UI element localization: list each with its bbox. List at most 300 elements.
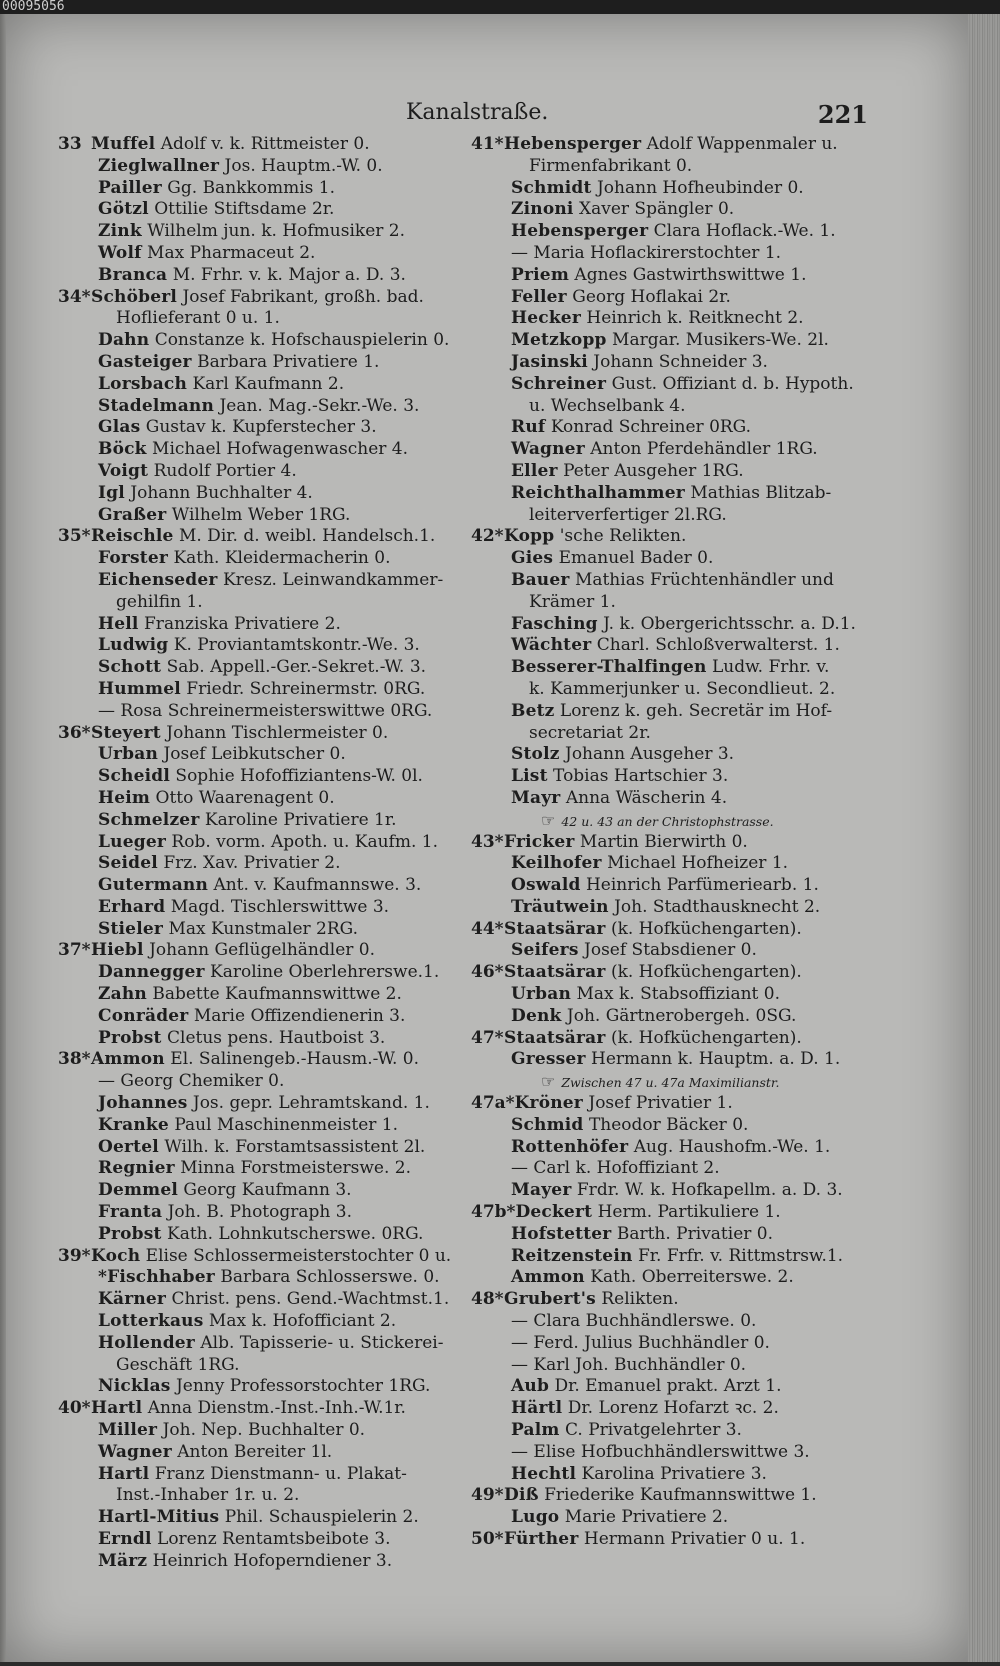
directory-entry	[471, 1115, 871, 1137]
resident-name: Demmel	[98, 1180, 179, 1201]
house-number: 33	[58, 134, 82, 154]
resident-details: Marie Offizendienerin 3.	[193, 1005, 406, 1026]
resident-name: Stolz	[511, 744, 560, 765]
resident-name: Wagner	[98, 1441, 172, 1462]
directory-entry	[58, 635, 466, 657]
resident-details: Magd. Tischlerswittwe 3.	[170, 896, 390, 917]
resident-details: Wilhelm jun. k. Hofmusiker 2.	[147, 221, 406, 242]
resident-details: Max k. Hofofficiant 2.	[208, 1311, 397, 1332]
directory-entry	[471, 221, 871, 243]
resident-details: Kath. Lohnkutscherswe. 0RG.	[167, 1223, 424, 1244]
directory-entry	[471, 984, 871, 1006]
resident-name: Oswald	[511, 875, 581, 896]
directory-entry	[58, 723, 466, 745]
entry-continuation: k. Kammerjunker u. Secondlieut. 2.	[529, 678, 836, 699]
resident-name: Miller	[98, 1420, 158, 1441]
directory-entry	[58, 483, 466, 505]
resident-name: Böck	[98, 439, 147, 460]
resident-name: Hartl	[91, 1398, 143, 1419]
resident-name: Wächter	[511, 635, 592, 656]
directory-entry	[471, 1006, 871, 1028]
directory-entry	[471, 1093, 871, 1115]
resident-details: Michael Hofheizer 1.	[607, 853, 789, 874]
resident-name: Besserer-Thalfingen	[511, 657, 707, 678]
directory-entry	[58, 199, 466, 221]
resident-name: Gasteiger	[98, 351, 192, 372]
resident-details: Max Kunstmaler 2RG.	[168, 918, 359, 939]
directory-entry	[58, 679, 466, 701]
resident-details: El. Salinengeb.-Hausm.-W. 0.	[170, 1049, 420, 1070]
resident-details: Johann Geflügelhändler 0.	[149, 940, 375, 961]
resident-name: Lotterkaus	[98, 1311, 204, 1332]
resident-name: Seidel	[98, 853, 158, 874]
house-number: 39*	[58, 1245, 91, 1266]
resident-details: Friedr. Schreinermstr. 0RG.	[186, 678, 426, 699]
entry-continuation: Hoflieferant 0 u. 1.	[116, 308, 280, 329]
resident-details: Barbara Schlosserswe. 0.	[220, 1267, 440, 1288]
directory-entry	[471, 287, 871, 309]
entry-continuation: Inst.-Inhaber 1r. u. 2.	[116, 1485, 300, 1506]
directory-entry	[58, 1464, 466, 1486]
resident-details: Joh. Stadthausknecht 2.	[614, 896, 821, 917]
resident-name: Probst	[98, 1223, 162, 1244]
directory-entry	[471, 853, 871, 875]
resident-name: Priem	[511, 264, 570, 285]
resident-details: Sab. Appell.-Ger.-Sekret.-W. 3.	[166, 657, 427, 678]
house-number: 40*	[58, 1398, 91, 1419]
entry-continuation: leiterverfertiger 2l.RG.	[529, 504, 727, 525]
resident-details: (k. Hofküchengarten).	[610, 962, 802, 983]
resident-details: (k. Hofküchengarten).	[610, 918, 802, 939]
directory-entry	[58, 134, 466, 156]
resident-details: C. Privatgelehrter 3.	[565, 1420, 742, 1441]
resident-name: Seifers	[511, 940, 579, 961]
resident-details: Sophie Hofoffiziantens-W. 0l.	[175, 766, 423, 787]
directory-entry	[471, 875, 871, 897]
directory-entry	[471, 134, 871, 156]
directory-entry	[471, 1376, 871, 1398]
resident-name: Wolf	[98, 242, 142, 263]
resident-name: Dahn	[98, 330, 150, 351]
directory-entry	[471, 1398, 871, 1420]
house-number: 49*	[471, 1485, 504, 1506]
directory-entry	[58, 940, 466, 962]
resident-details: Martin Bierwirth 0.	[579, 831, 748, 852]
resident-name: Rottenhöfer	[511, 1136, 629, 1157]
resident-details: Alb. Tapisserie- u. Stickerei-	[200, 1332, 444, 1353]
resident-details: Barth. Privatier 0.	[616, 1223, 774, 1244]
house-number: 34*	[58, 286, 91, 307]
resident-name: Götzl	[98, 199, 149, 220]
scan-id: 00095056	[2, 0, 65, 14]
resident-details: Barbara Privatiere 1.	[197, 351, 380, 372]
directory-entry	[58, 1137, 466, 1159]
related-resident: — Karl Joh. Buchhändler 0.	[511, 1354, 747, 1375]
directory-entry	[58, 1202, 466, 1224]
resident-name: Kärner	[98, 1289, 167, 1310]
entry-continuation: gehilfin 1.	[116, 591, 203, 612]
resident-details: J. k. Obergerichtsschr. a. D.1.	[603, 613, 856, 634]
resident-details: Josef Leibkutscher 0.	[163, 744, 346, 765]
directory-entry	[471, 940, 871, 962]
resident-details: Gust. Offiziant d. b. Hypoth.	[611, 373, 854, 394]
resident-details: Ottilie Stiftsdame 2r.	[154, 199, 335, 220]
entry-continuation: u. Wechselbank 4.	[529, 395, 686, 416]
directory-entry	[58, 1093, 466, 1115]
resident-name: Ludwig	[98, 635, 169, 656]
resident-name: Hartl	[98, 1463, 150, 1484]
related-resident: — Ferd. Julius Buchhändler 0.	[511, 1332, 770, 1353]
resident-details: Dr. Lorenz Hofarzt ꝛc. 2.	[567, 1398, 779, 1419]
resident-name: Erndl	[98, 1529, 152, 1549]
directory-entry	[58, 1529, 466, 1551]
resident-details: Kresz. Leinwandkammer-	[222, 569, 444, 590]
directory-entry	[471, 1224, 871, 1246]
directory-entry	[58, 1551, 466, 1573]
directory-entry	[471, 1246, 871, 1268]
directory-entry	[58, 1246, 466, 1268]
resident-name: Keilhofer	[511, 853, 602, 874]
directory-entry	[471, 744, 871, 766]
resident-details: Adolf Wappenmaler u.	[646, 134, 838, 154]
resident-details: K. Proviantamtskontr.-We. 3.	[173, 635, 420, 656]
house-number: 35*	[58, 526, 91, 547]
resident-name: Kopp	[504, 526, 555, 547]
house-number: 47a*	[471, 1093, 515, 1114]
resident-details: Joh. B. Photograph 3.	[167, 1202, 352, 1223]
street-crossing-text: 42 u. 43 an der Christophstrasse.	[561, 813, 774, 829]
resident-name: Branca	[98, 264, 168, 285]
resident-name: Palm	[511, 1420, 560, 1441]
related-resident: — Carl k. Hofoffiziant 2.	[511, 1158, 720, 1179]
resident-details: Anton Pferdehändler 1RG.	[590, 439, 818, 460]
resident-details: Agnes Gastwirthswittwe 1.	[574, 264, 807, 285]
directory-entry	[471, 657, 871, 679]
resident-name: Schöberl	[91, 286, 178, 307]
resident-name: Eichenseder	[98, 569, 218, 590]
resident-details: Franziska Privatiere 2.	[144, 613, 341, 634]
resident-name: Betz	[511, 700, 555, 721]
resident-name: Staatsärar	[504, 1027, 606, 1048]
directory-entry	[58, 1224, 466, 1246]
directory-entry	[58, 417, 466, 439]
resident-details: Kath. Oberreiterswe. 2.	[590, 1267, 794, 1288]
directory-entry	[471, 1529, 871, 1551]
entry-continuation: Geschäft 1RG.	[116, 1354, 240, 1375]
resident-name: Reichthalhammer	[511, 482, 685, 503]
resident-name: Voigt	[98, 460, 149, 481]
directory-entry	[471, 1267, 871, 1289]
resident-name: Schreiner	[511, 373, 607, 394]
directory-entry	[471, 526, 871, 548]
resident-name: Hollender	[98, 1332, 195, 1353]
directory-entry	[471, 897, 871, 919]
resident-name: Urban	[98, 744, 159, 765]
directory-entry	[58, 657, 466, 679]
resident-details: Wilhelm Weber 1RG.	[171, 504, 351, 525]
directory-entry	[471, 548, 871, 570]
resident-name: Hebensperger	[504, 134, 642, 154]
resident-name: Hofstetter	[511, 1223, 612, 1244]
directory-entry	[471, 614, 871, 636]
directory-entry	[471, 439, 871, 461]
resident-details: Joh. Gärtnerobergeh. 0SG.	[566, 1005, 797, 1026]
street-crossing-text: Zwischen 47 u. 47a Maximilianstr.	[561, 1075, 780, 1091]
resident-details: Peter Ausgeher 1RG.	[563, 460, 744, 481]
directory-entry	[471, 701, 871, 723]
page-number: 221	[817, 100, 868, 129]
directory-entry	[58, 1507, 466, 1529]
related-resident: — Clara Buchhändlerswe. 0.	[511, 1311, 757, 1332]
directory-entry	[471, 570, 871, 592]
resident-details: Otto Waarenagent 0.	[155, 787, 335, 808]
resident-name: Probst	[98, 1027, 162, 1048]
resident-name: Stieler	[98, 918, 164, 939]
resident-details: Charl. Schloßverwalterst. 1.	[596, 635, 840, 656]
directory-entry	[58, 1311, 466, 1333]
resident-details: Theodor Bäcker 0.	[588, 1114, 749, 1135]
pointing-hand-icon: ☞	[541, 810, 556, 830]
directory-entry	[58, 439, 466, 461]
resident-name: Pailler	[98, 177, 162, 198]
resident-name: Hecker	[511, 308, 581, 329]
resident-details: Constanze k. Hofschauspielerin 0.	[154, 330, 450, 351]
resident-details: Emanuel Bader 0.	[558, 548, 714, 569]
resident-name: Hebensperger	[511, 221, 649, 242]
resident-details: Rudolf Portier 4.	[153, 460, 297, 481]
resident-name: Schmid	[511, 1114, 584, 1135]
house-number: 44*	[471, 918, 504, 939]
entry-continuation: Krämer 1.	[529, 591, 616, 612]
street-crossing-note	[471, 810, 871, 832]
directory-entry	[471, 1485, 871, 1507]
resident-name: Reischle	[91, 526, 174, 547]
resident-name: Schmidt	[511, 177, 592, 198]
resident-name: Glas	[98, 417, 141, 438]
resident-details: Joh. Nep. Buchhalter 0.	[162, 1420, 366, 1441]
resident-details: Margar. Musikers-We. 2l.	[612, 330, 829, 351]
directory-entry	[58, 374, 466, 396]
directory-entry	[471, 1202, 871, 1224]
directory-entry	[471, 1180, 871, 1202]
resident-name: Kranke	[98, 1114, 169, 1135]
resident-details: Georg Hoflakai 2r.	[572, 286, 731, 307]
pointing-hand-icon: ☞	[541, 1072, 556, 1092]
directory-entry	[58, 853, 466, 875]
resident-name: Gutermann	[98, 875, 209, 896]
directory-entry	[58, 548, 466, 570]
resident-details: Ant. v. Kaufmannswe. 3.	[213, 875, 422, 896]
resident-details: Herm. Partikuliere 1.	[597, 1202, 781, 1223]
page-stack-edge	[968, 14, 1000, 1662]
resident-name: Scheidl	[98, 766, 171, 787]
resident-details: Kath. Kleidermacherin 0.	[173, 548, 391, 569]
directory-entry	[58, 1006, 466, 1028]
resident-details: Josef Privatier 1.	[588, 1093, 733, 1114]
directory-entry	[58, 1442, 466, 1464]
directory-entry	[471, 483, 871, 505]
resident-name: Muffel	[91, 134, 156, 154]
resident-name: Metzkopp	[511, 330, 607, 351]
resident-details: Clara Hoflack.-We. 1.	[653, 221, 836, 242]
directory-entry	[58, 287, 466, 309]
resident-name: Deckert	[515, 1202, 593, 1223]
house-number: 36*	[58, 722, 91, 743]
resident-name: Staatsärar	[504, 918, 606, 939]
resident-details: Fr. Frfr. v. Rittmstrsw.1.	[637, 1245, 844, 1266]
resident-details: Johann Hofheubinder 0.	[596, 177, 804, 198]
resident-name: Nicklas	[98, 1376, 171, 1397]
directory-entry	[471, 308, 871, 330]
resident-name: Hechtl	[511, 1463, 577, 1484]
resident-details: Ludw. Frhr. v.	[712, 657, 830, 678]
resident-details: Mathias Früchtenhändler und	[574, 569, 834, 590]
resident-name: Erhard	[98, 896, 166, 917]
house-number: 41*	[471, 134, 504, 154]
document-page	[6, 14, 968, 1662]
resident-name: List	[511, 766, 548, 787]
resident-details: Lorenz k. geh. Secretär im Hof-	[559, 700, 833, 721]
resident-details: Frz. Xav. Privatier 2.	[163, 853, 341, 874]
left-column	[58, 134, 466, 1573]
directory-entry	[471, 635, 871, 657]
directory-entry	[471, 1464, 871, 1486]
running-head	[6, 100, 968, 130]
resident-name: Johannes	[98, 1093, 188, 1114]
resident-details: (k. Hofküchengarten).	[610, 1027, 802, 1048]
resident-name: Fasching	[511, 613, 598, 634]
directory-entry	[471, 1420, 871, 1442]
entry-continuation: secretariat 2r.	[529, 722, 651, 743]
directory-entry	[58, 1028, 466, 1050]
resident-details: Hermann Privatier 0 u. 1.	[583, 1529, 806, 1549]
resident-name: Träutwein	[511, 896, 609, 917]
directory-entry	[58, 156, 466, 178]
house-number: 47*	[471, 1027, 504, 1048]
directory-entry	[471, 178, 871, 200]
resident-details: Jenny Professorstochter 1RG.	[175, 1376, 431, 1397]
house-number: 38*	[58, 1049, 91, 1070]
resident-details: Josef Stabsdiener 0.	[584, 940, 757, 961]
resident-details: Anton Bereiter 1l.	[177, 1441, 333, 1462]
page-title: Kanalstraße.	[406, 100, 549, 125]
street-crossing-note	[471, 1071, 871, 1093]
directory-entry	[58, 505, 466, 527]
directory-entry	[58, 614, 466, 636]
directory-entry	[58, 1158, 466, 1180]
resident-details: Johann Schneider 3.	[593, 351, 768, 372]
resident-details: Rob. vorm. Apoth. u. Kaufm. 1.	[171, 831, 438, 852]
resident-details: Anna Wäscherin 4.	[565, 787, 728, 808]
resident-details: Johann Ausgeher 3.	[565, 744, 735, 765]
directory-entry	[58, 1180, 466, 1202]
resident-name: Diß	[504, 1485, 539, 1506]
resident-name: Heim	[98, 787, 151, 808]
directory-entry	[58, 352, 466, 374]
directory-entry	[471, 1137, 871, 1159]
resident-details: Christ. pens. Gend.-Wachtmst.1.	[171, 1289, 450, 1310]
resident-details: Frdr. W. k. Hofkapellm. a. D. 3.	[576, 1180, 843, 1201]
resident-name: Schott	[98, 657, 162, 678]
directory-entry	[471, 461, 871, 483]
resident-details: Michael Hofwagenwascher 4.	[152, 439, 409, 460]
resident-name: Gresser	[511, 1049, 586, 1070]
resident-name: Zieglwallner	[98, 155, 220, 176]
resident-details: Max Pharmaceut 2.	[147, 242, 316, 263]
related-resident: — Georg Chemiker 0.	[98, 1071, 285, 1092]
resident-name: Hell	[98, 613, 139, 634]
directory-entry	[58, 744, 466, 766]
resident-name: Jasinski	[511, 351, 588, 372]
resident-name: Zahn	[98, 984, 147, 1005]
resident-details: Karoline Oberlehrerswe.1.	[210, 962, 440, 983]
resident-name: Mayr	[511, 787, 561, 808]
resident-name: Schmelzer	[98, 809, 200, 830]
resident-details: Johann Tischlermeister 0.	[166, 722, 389, 743]
directory-entry	[471, 265, 871, 287]
resident-name: Kröner	[514, 1093, 583, 1114]
resident-name: Wagner	[511, 439, 585, 460]
directory-entry	[471, 832, 871, 854]
resident-name: Stadelmann	[98, 395, 215, 416]
resident-name: Grubert's	[504, 1289, 596, 1310]
directory-entry	[58, 1049, 466, 1071]
scan-header-strip	[0, 0, 1000, 14]
directory-entry	[58, 330, 466, 352]
resident-name: Lorsbach	[98, 373, 188, 394]
resident-details: Johann Buchhalter 4.	[130, 482, 313, 503]
resident-name: Mayer	[511, 1180, 572, 1201]
directory-entry	[58, 1376, 466, 1398]
directory-entry	[471, 1028, 871, 1050]
resident-details: Tobias Hartschier 3.	[553, 766, 729, 787]
directory-entry	[58, 962, 466, 984]
house-number: 46*	[471, 962, 504, 983]
resident-name: Fricker	[504, 831, 575, 852]
resident-details: Marie Privatiere 2.	[564, 1507, 729, 1528]
resident-details: Jos. Hauptm.-W. 0.	[224, 155, 383, 176]
directory-entry	[58, 919, 466, 941]
resident-details: Georg Kaufmann 3.	[183, 1180, 352, 1201]
house-number: 37*	[58, 940, 91, 961]
directory-entry	[471, 766, 871, 788]
resident-name: Lugo	[511, 1507, 560, 1528]
resident-name: Ruf	[511, 417, 546, 438]
resident-details: Josef Fabrikant, großh. bad.	[182, 286, 424, 307]
resident-details: Wilh. k. Forstamtsassistent 2l.	[164, 1136, 426, 1157]
resident-details: Gustav k. Kupferstecher 3.	[145, 417, 377, 438]
resident-name: Urban	[511, 984, 572, 1005]
related-resident: — Maria Hoflackirerstochter 1.	[511, 242, 782, 263]
resident-name: Gies	[511, 548, 554, 569]
house-number: 43*	[471, 831, 504, 852]
resident-details: Karolina Privatiere 3.	[581, 1463, 767, 1484]
resident-details: Jos. gepr. Lehramtskand. 1.	[192, 1093, 430, 1114]
resident-details: Relikten.	[601, 1289, 679, 1310]
directory-entry	[471, 374, 871, 396]
resident-name: Koch	[91, 1245, 141, 1266]
resident-name: Regnier	[98, 1158, 175, 1179]
directory-entry	[58, 1115, 466, 1137]
directory-entry	[58, 570, 466, 592]
house-number: 48*	[471, 1289, 504, 1310]
resident-details: Konrad Schreiner 0RG.	[550, 417, 752, 438]
resident-name: Hartl-Mitius	[98, 1507, 220, 1528]
directory-entry	[58, 875, 466, 897]
directory-entry	[58, 832, 466, 854]
house-number: 47b*	[471, 1202, 516, 1223]
resident-details: Hermann k. Hauptm. a. D. 1.	[591, 1049, 841, 1070]
